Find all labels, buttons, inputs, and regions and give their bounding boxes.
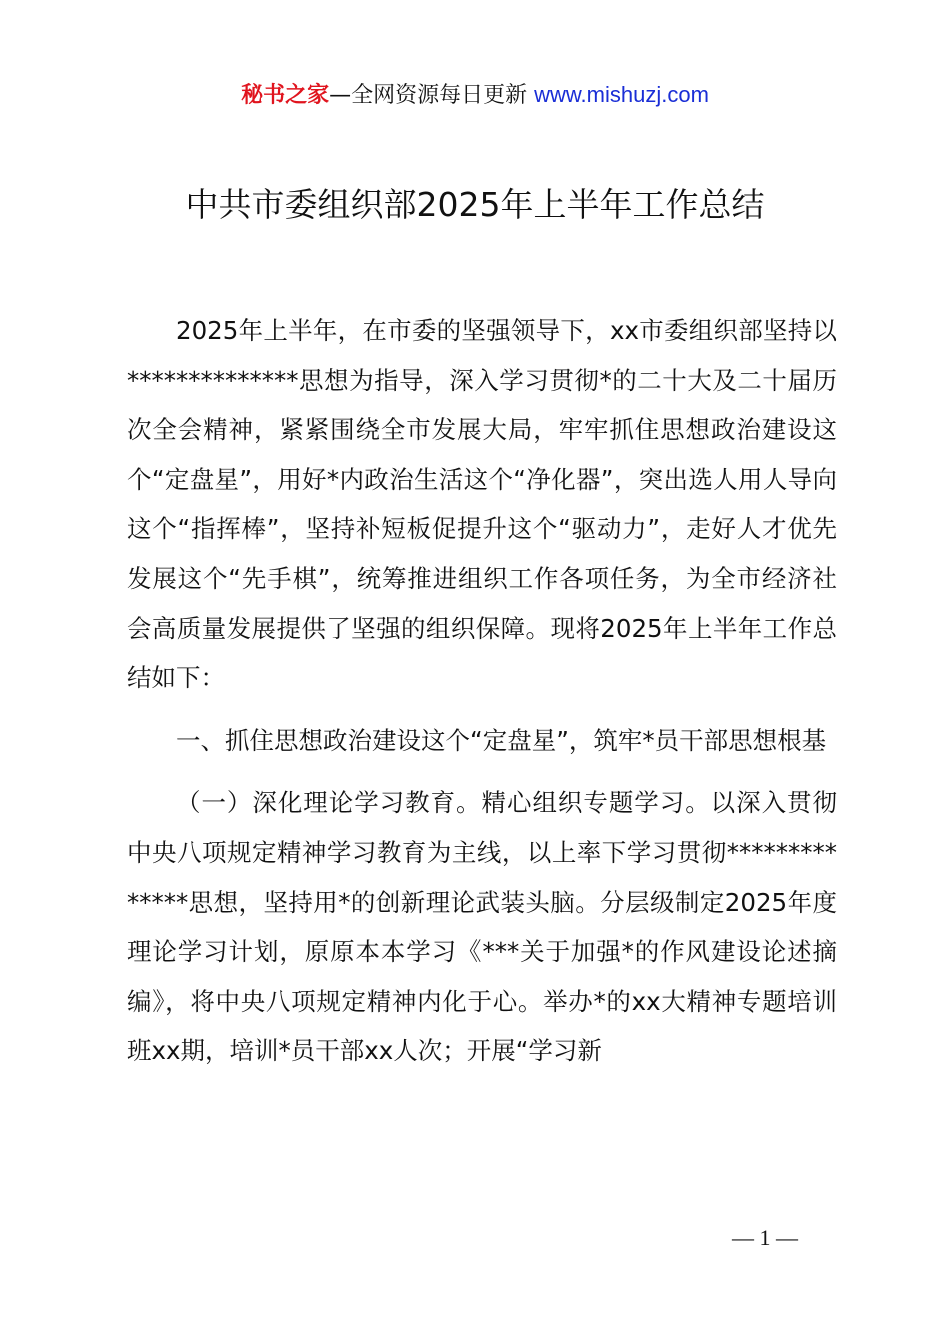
section-heading: 一、抓住思想政治建设这个“定盘星”，筑牢*员干部思想根基 [176,725,827,755]
subsection-paragraph: （一）深化理论学习教育。精心组织专题学习。以深入贯彻中央八项规定精神学习教育为主线，以上率下学习贯彻**************思想，坚持用*的创新理论武装头脑。分层级制定2025年度理论学习计划，原原本本学习《***关于加强*的作风建设论述摘编》，将中央八项规定精神内化于心。举办*的xx大精神专题培训班xx期，培训*员干部xx人次；开展“学习新 [127,788,837,1066]
site-brand: 秘书之家 [241,83,330,108]
site-header [0,78,950,113]
document-title: 中共市委组织部2025年上半年工作总结 [185,185,765,224]
page-number: — 1 — [732,1225,798,1250]
site-tagline: —全网资源每日更新 [329,83,535,108]
intro-paragraph: 2025年上半年，在市委的坚强领导下，xx市委组织部坚持以**************思想为指导，深入学习贯彻*的二十大及二十届历次全会精神，紧紧围绕全市发展大局，牢牢抓住思想政治建设这个“定盘星”，用好*内政治生活这个“净化器”，突出选人用人导向这个“指挥棒”，坚持补短板促提升这个“驱动力”，走好人才优先发展这个“先手棋”，统筹推进组织工作各项任务，为全市经济社会高质量发展提供了坚强的组织保障。现将2025年上半年工作总结如下： [127,316,837,693]
document-body [127,306,837,1076]
site-url-link[interactable]: www.mishuzj.com [534,82,709,107]
